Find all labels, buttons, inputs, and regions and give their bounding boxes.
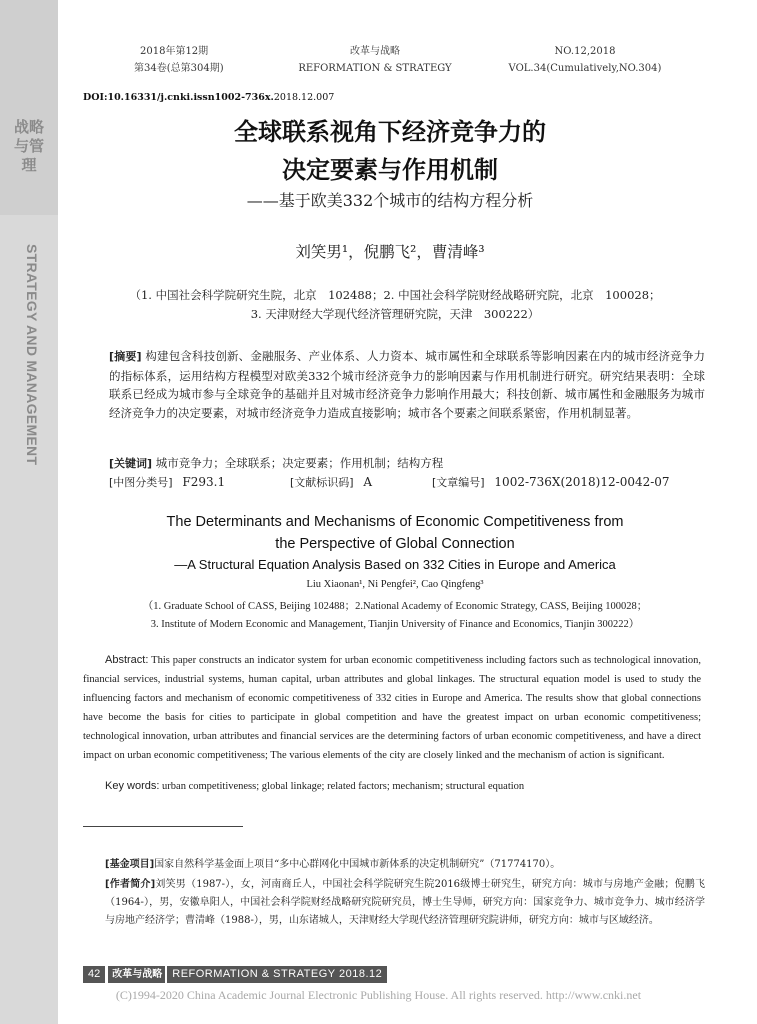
keywords-cn	[109, 454, 705, 474]
page-number: 42	[83, 966, 105, 983]
english-title-line-1: The Determinants and Mechanisms of Economic Competitiveness from	[166, 514, 624, 530]
header-volume-cn: 第34卷(总第304期)	[134, 63, 224, 74]
header-journal-cn: 改革与战略	[350, 46, 400, 57]
column-name-cn: 战略与管理	[14, 118, 45, 174]
clc-value: F293.1	[182, 475, 226, 489]
footnote-rule	[83, 826, 243, 827]
doccode-value: A	[363, 475, 373, 489]
sidebar	[0, 0, 58, 1024]
english-affiliation-line-2: 3. Institute of Modern Economic and Management, Tianjin University of Finance and Economics, Tianjin 300222）	[150, 619, 640, 630]
clc-label: [中图分类号]	[109, 476, 173, 489]
english-authors: Liu Xiaonan¹, Ni Pengfei², Cao Qingfeng³	[306, 579, 484, 590]
affiliation-line-2: 3. 天津财经大学现代经济管理研究院，天津 300222）	[250, 307, 540, 321]
english-affiliation-line-1: （1. Graduate School of CASS, Beijing 102488；2.National Academy of Economic Strategy, CASS, Beijing 100028；	[142, 601, 648, 612]
abstract-en	[83, 651, 701, 765]
affiliation-line-1: （1. 中国社会科学院研究生院，北京 102488；2. 中国社会科学院财经战略研究院，北京 100028；	[129, 288, 661, 302]
footnote-author	[105, 876, 705, 930]
articleno-label: [文章编号]	[432, 476, 485, 489]
doi	[83, 92, 334, 103]
abstract-text: 构建包含科技创新、金融服务、产业体系、人力资本、城市属性和全球联系等影响因素在内的城市经济竞争力的指标体系，运用结构方程模型对欧美332个城市经济竞争力的影响因素与作用机制进行研究。研究结果表明：全球联系已经成为城市参与全球竞争的基础并且对城市经济竞争力影响作用最大；科技创新、城市属性和金融服务为城市经济竞争力的决定要素，对城市经济竞争力造成直接影响；城市各个要素之间联系紧密，作用机制显著。	[109, 349, 706, 420]
sidebar-upper-band	[0, 0, 58, 215]
english-keywords-label: Key words:	[105, 780, 160, 792]
column-name-en: STRATEGY AND MANAGEMENT	[24, 244, 40, 466]
title-line-2: 决定要素与作用机制	[282, 156, 498, 184]
title-line-1: 全球联系视角下经济竞争力的	[234, 118, 546, 146]
copyright-notice: (C)1994-2020 China Academic Journal Electronic Publishing House. All rights reserved. http://www.cnki.net	[115, 988, 642, 1002]
author-bio-text: 刘笑男（1987-），女，河南商丘人，中国社会科学院研究生院2016级博士研究生，研究方向：城市与房地产金融；倪鹏飞（1964-），男，安徽阜阳人，中国社会科学院财经战略研究院研究员，博士生导师，研究方向：国家竞争力、城市竞争力、城市经济学与房地产经济学；曹清峰（1988-），男，山东诸城人，天津财经大学现代经济管理研究院讲师，研究方向：城市与区域经济。	[105, 879, 706, 926]
keywords-label: [关键词]	[109, 457, 153, 470]
doccode-label: [文献标识码]	[290, 476, 354, 489]
keywords-text: 城市竞争力；全球联系；决定要素；作用机制；结构方程	[155, 456, 444, 470]
authors: 刘笑男¹，倪鹏飞²，曹清峰³	[295, 243, 485, 261]
english-subtitle: —A Structural Equation Analysis Based on 332 Cities in Europe and America	[174, 557, 616, 572]
clc-field	[109, 474, 225, 490]
keywords-en	[105, 780, 524, 792]
fund-label: [基金项目]	[105, 859, 155, 870]
author-bio-label: [作者简介]	[105, 879, 156, 890]
english-keywords-text: urban competitiveness; global linkage; related factors; mechanism; structural equation	[162, 781, 525, 792]
header-journal-en: REFORMATION & STRATEGY	[298, 63, 452, 74]
abstract-cn	[109, 347, 705, 422]
subtitle: ——基于欧美332个城市的结构方程分析	[246, 191, 534, 210]
english-abstract-text: This paper constructs an indicator system for urban economic competitiveness including factors such as technological innovation, financial services, industrial systems, human capital, urban attributes and global linkages. The structural equation model is used to study the influencing factors and mechanism of economic competitiveness of 332 cities in Europe and America. The results show that global connections have become the basis for cities to participate in global competition and have the greatest impact on urban economic competitiveness; technological innovation, urban attributes and financial services are the determining factors of urban economic competitiveness, and have a direct impact on urban economic competitiveness; The various elements of the city are closely linked and the mechanism of action is significant.	[83, 655, 701, 761]
header-issue-cn: 2018年第12期	[140, 46, 209, 57]
articleno-value: 1002-736X(2018)12-0042-07	[494, 475, 670, 489]
english-title-line-2: the Perspective of Global Connection	[275, 536, 515, 552]
header-volume-en: VOL.34(Cumulatively,NO.304)	[508, 63, 662, 74]
header-issue-en: NO.12,2018	[554, 46, 616, 57]
doccode-field	[290, 474, 372, 490]
page-footer-bar	[83, 966, 387, 983]
articleno-field	[432, 474, 670, 490]
doi-suffix: 2018.12.007	[273, 92, 335, 103]
footnote-fund	[105, 856, 705, 874]
english-abstract-label: Abstract:	[105, 654, 149, 666]
abstract-label: [摘要]	[109, 350, 142, 363]
footer-journal-cn: 改革与战略	[108, 966, 165, 983]
footer-journal-text: REFORMATION & STRATEGY 2018.12	[167, 966, 387, 983]
fund-text: 国家自然科学基金面上项目“多中心群网化中国城市新体系的决定机制研究”（71774170）。	[154, 859, 561, 870]
doi-prefix: DOI:10.16331/j.cnki.issn1002-736x.	[83, 92, 274, 103]
